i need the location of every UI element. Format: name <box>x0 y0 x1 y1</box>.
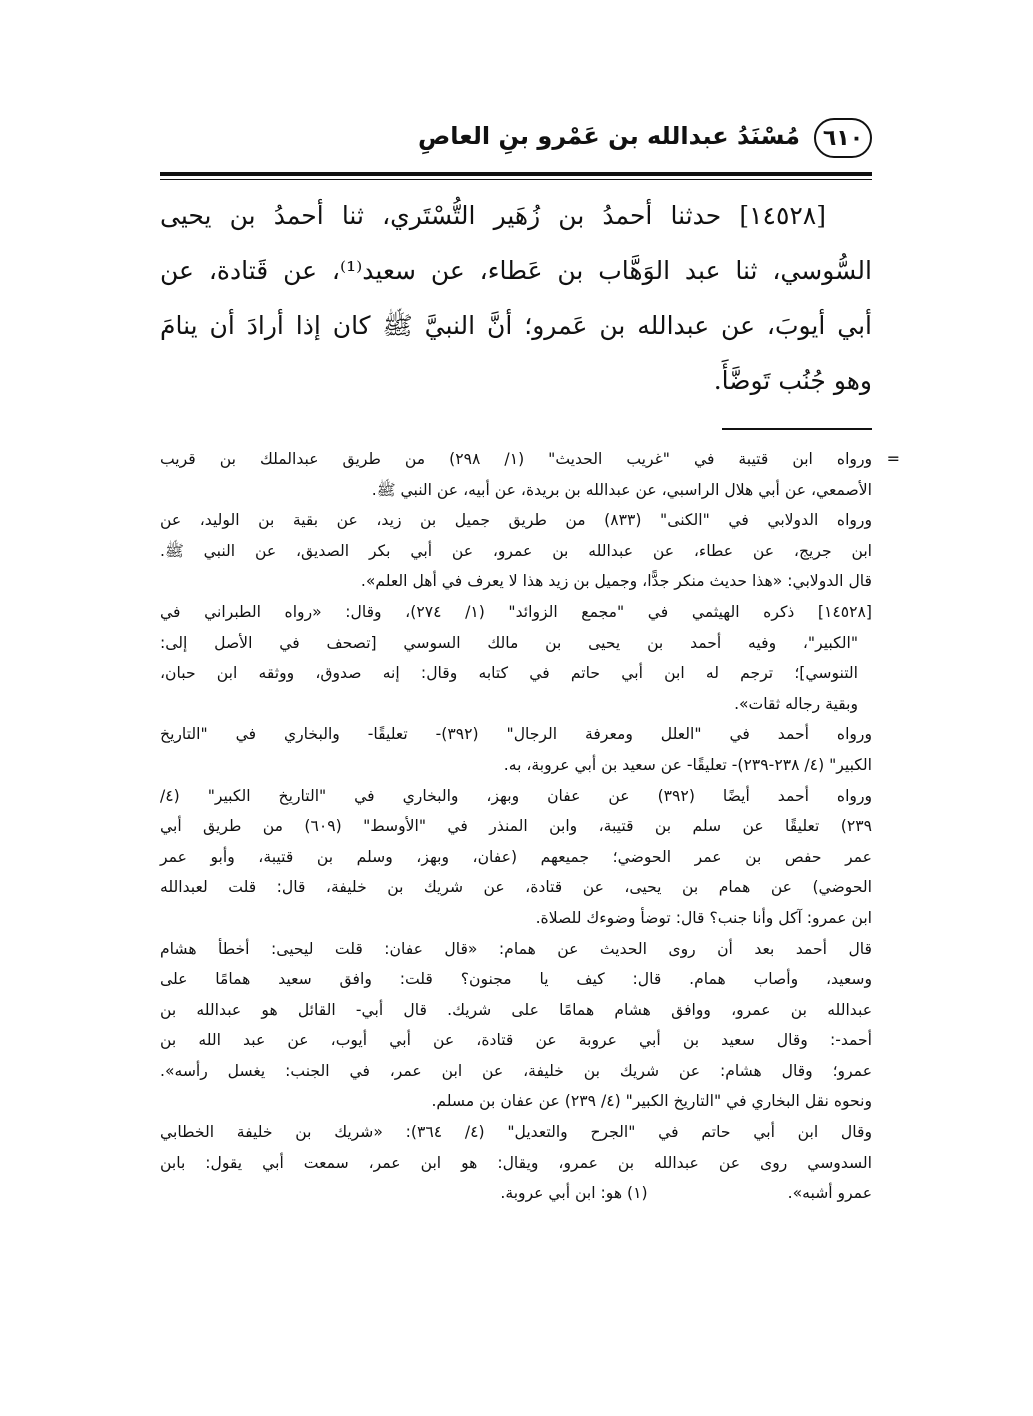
footnote-line: ونحوه نقل البخاري في "التاريخ الكبير" (٤/ ٢٣٩) عن عفان بن مسلم. <box>431 1092 872 1111</box>
footnote-line: "الكبير"، وفيه أحمد بن يحيى بن مالك السوسي [تصحف في الأصل إلى: <box>160 633 858 652</box>
hadith-line: أبي أيوبَ، عن عبدالله بن عَمرو؛ أنَّ النبيَّ ﷺ كان إذا أرادَ أن ينامَ <box>160 311 872 340</box>
footnote-last-row <box>160 1178 872 1209</box>
footnote-line: الأصمعي، عن أبي هلال الراسبي، عن عبدالله بن بريدة، عن أبيه، عن النبي ﷺ. <box>371 480 872 499</box>
footnote-line-text: ورواه ابن قتيبة في "غريب الحديث" (١/ ٢٩٨) من طريق عبدالملك بن قريب <box>160 450 873 468</box>
footnote-line: قال الدولابي: «هذا حديث منكر جدًّا، وجميل بن زيد هذا لا يعرف في أهل العلم». <box>360 572 872 591</box>
footnote-line: الكبير" (٤/ ٢٣٨-٢٣٩)- تعليقًا- عن سعيد بن أبي عروبة، به. <box>503 755 872 774</box>
footnotes <box>160 444 900 1209</box>
footnote-line: ابن عمرو: آكل وأنا جنب؟ قال: توضأ وضوءك للصلاة. <box>535 908 872 927</box>
footnote-line: أحمد-: وقال سعيد بن أبي عروبة عن قتادة، عن أبي أيوب، عن عبد الله بن <box>160 1031 872 1050</box>
hadith-line: وهو جُنُب تَوضَّأَ. <box>713 366 872 395</box>
footnote-line <box>160 444 900 475</box>
footnote-line: السدوسي روى عن عبدالله بن عمرو، ويقال: هو ابن عمر، سمعت أبي يقول: بابن <box>160 1153 872 1172</box>
header-rule-thick <box>160 172 872 176</box>
footnote-line: ورواه الدولابي في "الكنى" (٨٣٣) من طريق جميل بن زيد، عن بقية بن الوليد، عن <box>160 511 872 530</box>
footnote-line: وسعيد، وأصاب همام. قال: كيف يا مجنون؟ قلت: وافق سعيد همامًا على <box>160 970 872 989</box>
footnote-line: ورواه أحمد في "العلل ومعرفة الرجال" (٣٩٢)- تعليقًا- والبخاري في "التاريخ <box>160 725 872 744</box>
page-header <box>160 118 872 172</box>
footnote-line-end: عمرو أشبه». <box>787 1184 872 1203</box>
running-title: مُسْنَدُ عبدالله بن عَمْرو بنِ العاصِ <box>418 122 800 150</box>
page-number: ٦١٠ <box>814 118 872 158</box>
footnote-line: عمر حفص بن عمر الحوضي؛ جميعهم (عفان، وبهز، وسلم بن قتيبة، وأبو عمر <box>160 847 872 866</box>
footnote-line: وبقية رجاله ثقات». <box>734 694 858 713</box>
footnote-separator <box>722 428 872 430</box>
footnote-line: [١٤٥٢٨] ذكره الهيثمي في "مجمع الزوائد" (١/ ٢٧٤)، وقال: «رواه الطبراني في <box>160 602 872 621</box>
header-rule-thin <box>160 179 872 180</box>
hadith-line: [١٤٥٢٨] حدثنا أحمدُ بن زُهَير التُّسْتَري، ثنا أحمدُ بن يحيى <box>160 201 826 230</box>
continuation-mark: = <box>886 449 900 468</box>
footnote-line: ورواه أحمد أيضًا (٣٩٢) عن عفان وبهز، والبخاري في "التاريخ الكبير" (٤/ <box>160 786 873 805</box>
footnote-line: ابن جريج، عن عطاء، عن عبدالله بن عمرو، عن أبي بكر الصديق، عن النبي ﷺ. <box>160 541 872 560</box>
footnote-1: (١) هو: ابن أبي عروبة. <box>500 1184 648 1203</box>
footnote-line: التنوسي]؛ ترجم له ابن أبي حاتم في كتابه وقال: إنه صدوق، ووثقه ابن حبان، <box>160 664 858 683</box>
footnote-line: الحوضي) عن همام بن يحيى، عن قتادة، عن شريك بن خليفة، قال: قلت لعبدالله <box>160 878 872 897</box>
footnote-line: قال أحمد بعد أن روى الحديث عن همام: «قال عفان: قلت ليحيى: أخطأ هشام <box>160 939 872 958</box>
hadith-line: السُّوسي، ثنا عبد الوَهَّاب بن عَطاء، عن سعيد⁽¹⁾، عن قَتادة، عن <box>160 256 872 285</box>
footnote-line: عبدالله بن عمرو، ووافق هشام همامًا على شريك. قال أبي- القائل هو عبدالله بن <box>160 1000 872 1019</box>
footnote-line: ٢٣٩) تعليقًا عن سلم بن قتيبة، وابن المنذر في "الأوسط" (٦٠٩) من طريق أبي <box>160 817 872 836</box>
footnote-line: عمرو؛ وقال هشام: عن شريك بن خليفة، عن ابن عمر، في الجنب: يغسل رأسه». <box>160 1061 872 1080</box>
footnote-line: وقال ابن أبي حاتم في "الجرح والتعديل" (٤/ ٣٦٤): «شريك بن خليفة الخطابي <box>160 1123 872 1142</box>
hadith-text <box>160 188 872 408</box>
